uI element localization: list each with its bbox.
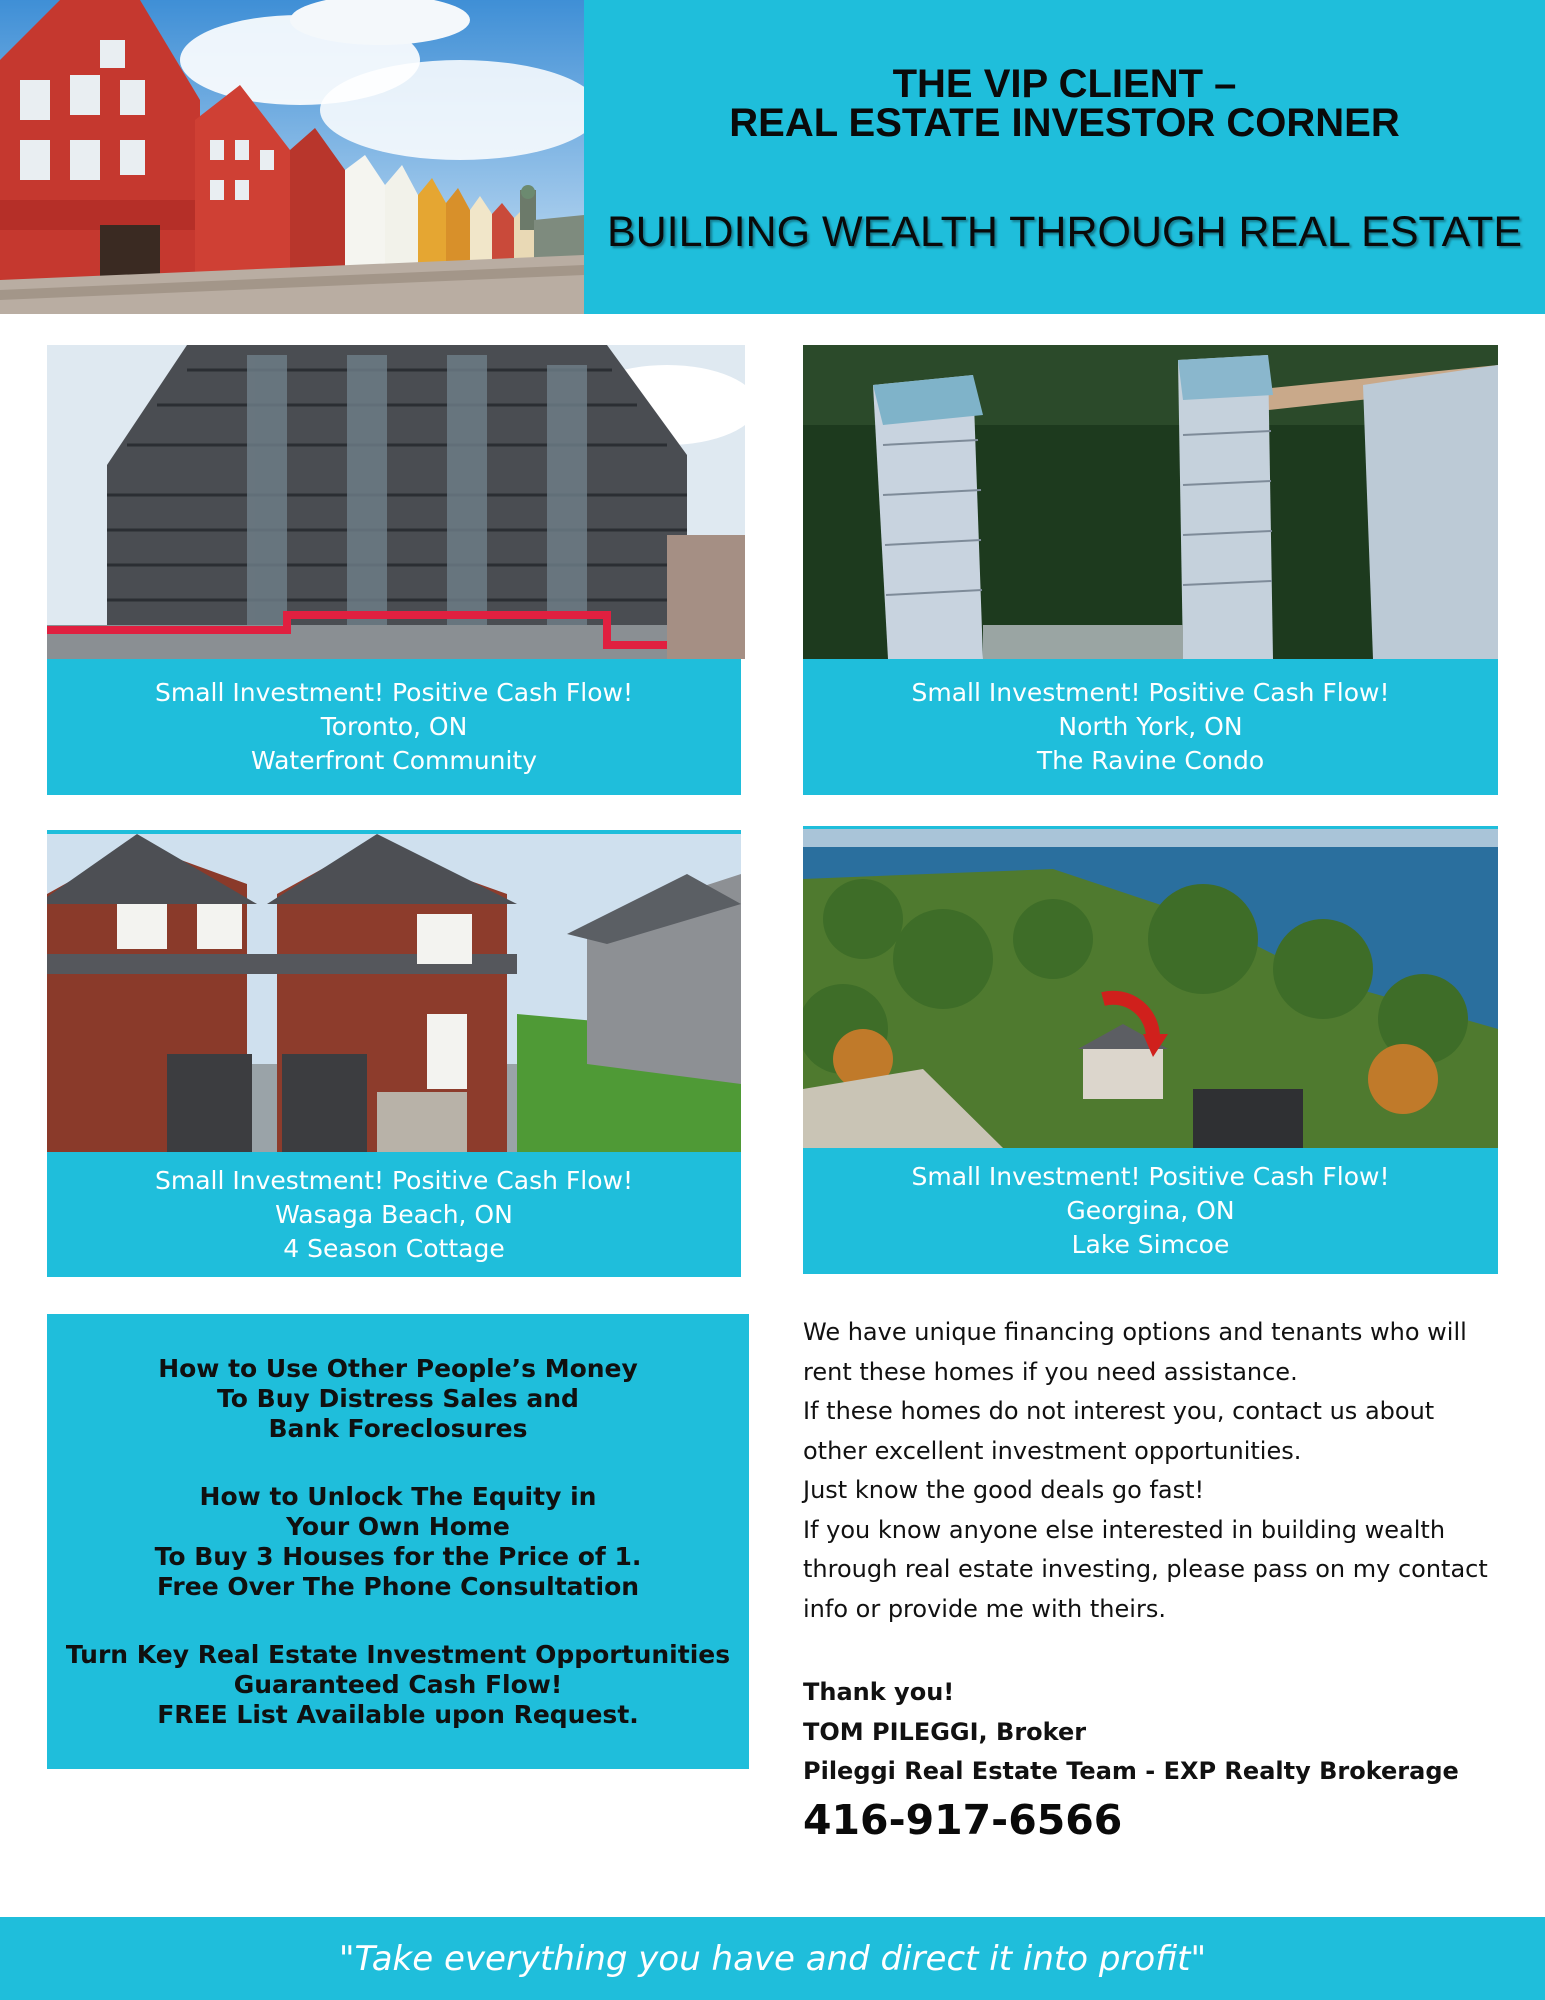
brick-house-image: [47, 834, 741, 1152]
page-title-line2: REAL ESTATE INVESTOR CORNER: [729, 101, 1400, 145]
listing-caption-toronto: [47, 659, 741, 795]
listing-photo-georgina: [803, 826, 1498, 1151]
body-paragraph: [803, 1313, 1523, 1629]
promo-line: How to Use Other People’s Money: [158, 1354, 638, 1383]
body-line: rent these homes if you need assistance.: [803, 1357, 1298, 1386]
promo-line: Turn Key Real Estate Investment Opportunities: [65, 1640, 731, 1669]
promo-group-equity: [47, 1482, 749, 1602]
listing-headline: Small Investment! Positive Cash Flow!: [155, 1165, 633, 1195]
phone-number: 416-917-6566: [803, 1796, 1123, 1844]
listing-photo-north-york: [803, 345, 1498, 659]
page-title-line1: THE VIP CLIENT –: [892, 62, 1237, 106]
body-line: other excellent investment opportunities.: [803, 1436, 1302, 1465]
promo-line: How to Unlock The Equity in: [199, 1482, 597, 1511]
listing-photo-wasaga: [47, 830, 741, 1156]
promo-group-opm: [47, 1354, 749, 1444]
listing-location: Toronto, ON: [320, 712, 468, 741]
condo-tower-image: [47, 345, 745, 659]
body-line: If these homes do not interest you, contact us about: [803, 1397, 1435, 1425]
signature-block: [803, 1673, 1523, 1792]
listing-community: The Ravine Condo: [1036, 746, 1265, 775]
listing-headline: Small Investment! Positive Cash Flow!: [155, 678, 633, 707]
listing-caption-wasaga: [47, 1152, 741, 1277]
header-photo: [0, 0, 584, 314]
twin-towers-aerial-image: [803, 345, 1498, 659]
listing-headline: Small Investment! Positive Cash Flow!: [911, 678, 1390, 707]
promo-line: Free Over The Phone Consultation: [156, 1572, 640, 1601]
promo-line: Bank Foreclosures: [268, 1414, 528, 1443]
lakefront-aerial-image: [803, 829, 1498, 1148]
body-line: info or provide me with theirs.: [803, 1594, 1166, 1623]
body-line: If you know anyone else interested in building wealth: [803, 1515, 1446, 1544]
signature-thanks: Thank you!: [803, 1678, 955, 1706]
header-banner: [584, 0, 1545, 314]
footer-quote: "Take everything you have and direct it into profit": [338, 1938, 1207, 1979]
listing-caption-georgina: [803, 1148, 1498, 1274]
signature-name: TOM PILEGGI, Broker: [803, 1717, 1087, 1746]
listing-location: Wasaga Beach, ON: [275, 1199, 513, 1229]
promo-line: To Buy 3 Houses for the Price of 1.: [154, 1542, 642, 1571]
listing-community: Waterfront Community: [250, 746, 537, 775]
promo-line: To Buy Distress Sales and: [217, 1384, 579, 1413]
listing-headline: Small Investment! Positive Cash Flow!: [911, 1162, 1390, 1191]
listing-caption-north-york: [803, 659, 1498, 795]
promo-line: Your Own Home: [286, 1512, 510, 1541]
page-tagline: BUILDING WEALTH THROUGH REAL ESTATE: [606, 208, 1523, 256]
listing-community: Lake Simcoe: [1071, 1230, 1230, 1259]
promo-box: [47, 1314, 749, 1769]
promo-line: Guaranteed Cash Flow!: [233, 1670, 563, 1699]
listing-location: Georgina, ON: [1066, 1196, 1235, 1225]
body-line: We have unique financing options and tenants who will: [803, 1318, 1467, 1346]
footer-banner: [0, 1917, 1545, 2000]
body-line: Just know the good deals go fast!: [803, 1476, 1205, 1504]
promo-group-turnkey: [47, 1640, 749, 1730]
body-line: through real estate investing, please pass on my contact: [803, 1555, 1488, 1583]
listing-community: 4 Season Cottage: [283, 1233, 505, 1263]
waterfront-row-houses-image: [0, 0, 584, 314]
listing-location: North York, ON: [1058, 712, 1243, 741]
signature-company: Pileggi Real Estate Team - EXP Realty Brokerage: [803, 1757, 1459, 1785]
promo-line: FREE List Available upon Request.: [157, 1700, 639, 1729]
listing-photo-toronto: [47, 345, 745, 659]
